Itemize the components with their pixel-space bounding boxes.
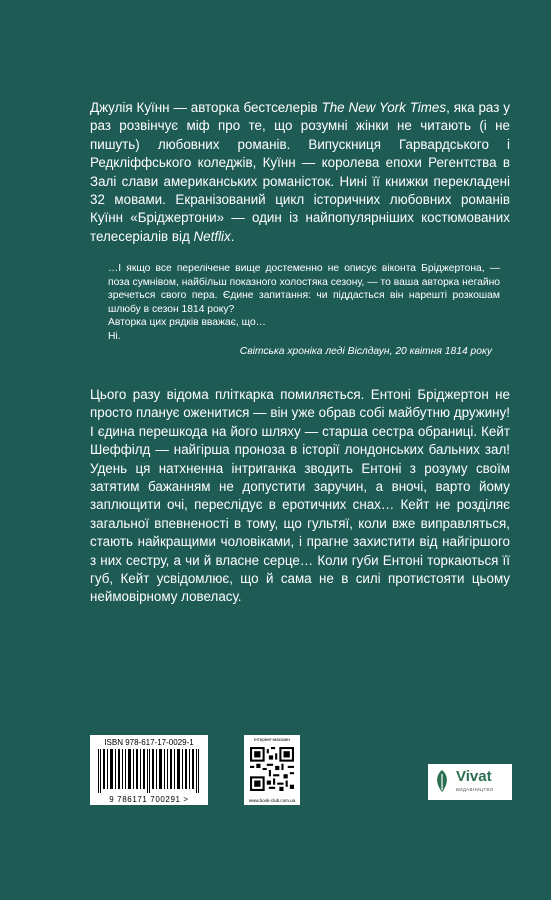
publisher-name: Vivat	[456, 768, 492, 785]
author-bio	[90, 99, 510, 246]
bio-text-part2: , яка раз у раз розвінчує міф про те, що розумні жінки не читають (і не пишуть) любовних романів. Випускниця Гарвардського і Редкліффського коледжів, Куїнн — королева епохи Регентства в Залі слави американських романісток. Нині її книжки перекладені 32 мовами. Екранізований цикл історичних любовних романів Куїнн «Бріджертони» — один із найпопулярніших костюмованих телесеріалів від	[90, 100, 510, 244]
epigraph-quote	[108, 262, 500, 344]
bio-netflix: Netflix	[193, 228, 231, 244]
qr-code-block[interactable]	[244, 735, 300, 805]
qr-code-icon	[250, 747, 294, 791]
bio-text-part1: Джулія Куїнн — авторка бестселерів	[90, 100, 322, 115]
publisher-subtitle: ВИДАВНИЦТВО	[456, 787, 494, 792]
bio-text-part3: .	[230, 228, 235, 244]
book-blurb	[90, 386, 510, 607]
isbn-label: ISBN 978-617-17-0029-1	[104, 738, 194, 747]
vivat-leaf-icon	[433, 769, 451, 793]
isbn-barcode	[90, 735, 208, 805]
quote-line2: Авторка цих рядків вважає, що…	[108, 317, 266, 329]
quote-attribution: Світська хроніка леді Віслдаун, 20 квітня 1814 року	[239, 346, 492, 357]
qr-bottom-label: www.book-club.com.ua	[248, 798, 296, 803]
barcode-bars	[96, 749, 202, 793]
barcode-digits: 9 786171 700291 >	[109, 795, 189, 804]
quote-line3: Ні.	[108, 330, 121, 342]
blurb-text: Цього разу відома пліткарка помиляється. Ентоні Бріджертон не просто планує оженитися — він уже обрав собі майбутню дружину! І єдина перешкода на його шляху — старша сестра обраниці. Кейт Шеффілд — найгірша проноза в історії лондонських бальних зал! Удень ця натхненна інтриганка зводить Ентоні з розуму своїм затятим бажанням не допустити заручин, а вночі, варто йому заплющити очі, переслідує в еротичних снах… Кейт не розділяє загальної впевненості в тому, що гультяї, коли вже виправляться, стають найкращими чоловіками, і прагне захистити від найгіршого з них сестру, а чи й власне серце… Коли губи Ентоні торкаються її губ, Кейт усвідомлює, що й сама не в силі протистояти цьому неймовірному ловеласу.	[90, 387, 510, 605]
quote-text: …І якщо все перелічене вище достеменно не описує віконта Бріджертона, — поза сумнівом, найбільш показного холостяка сезону, — то ваша авторка негайно зречеться свого пера. Єдине запитання: чи піддасться він нарешті розкошам шлюбу в сезон 1814 року?	[108, 263, 500, 315]
qr-top-label: Інтернет-магазин	[254, 737, 290, 742]
bio-nyt-title: The New York Times	[321, 100, 447, 115]
publisher-logo	[428, 764, 512, 800]
author-bio-text	[90, 99, 510, 246]
